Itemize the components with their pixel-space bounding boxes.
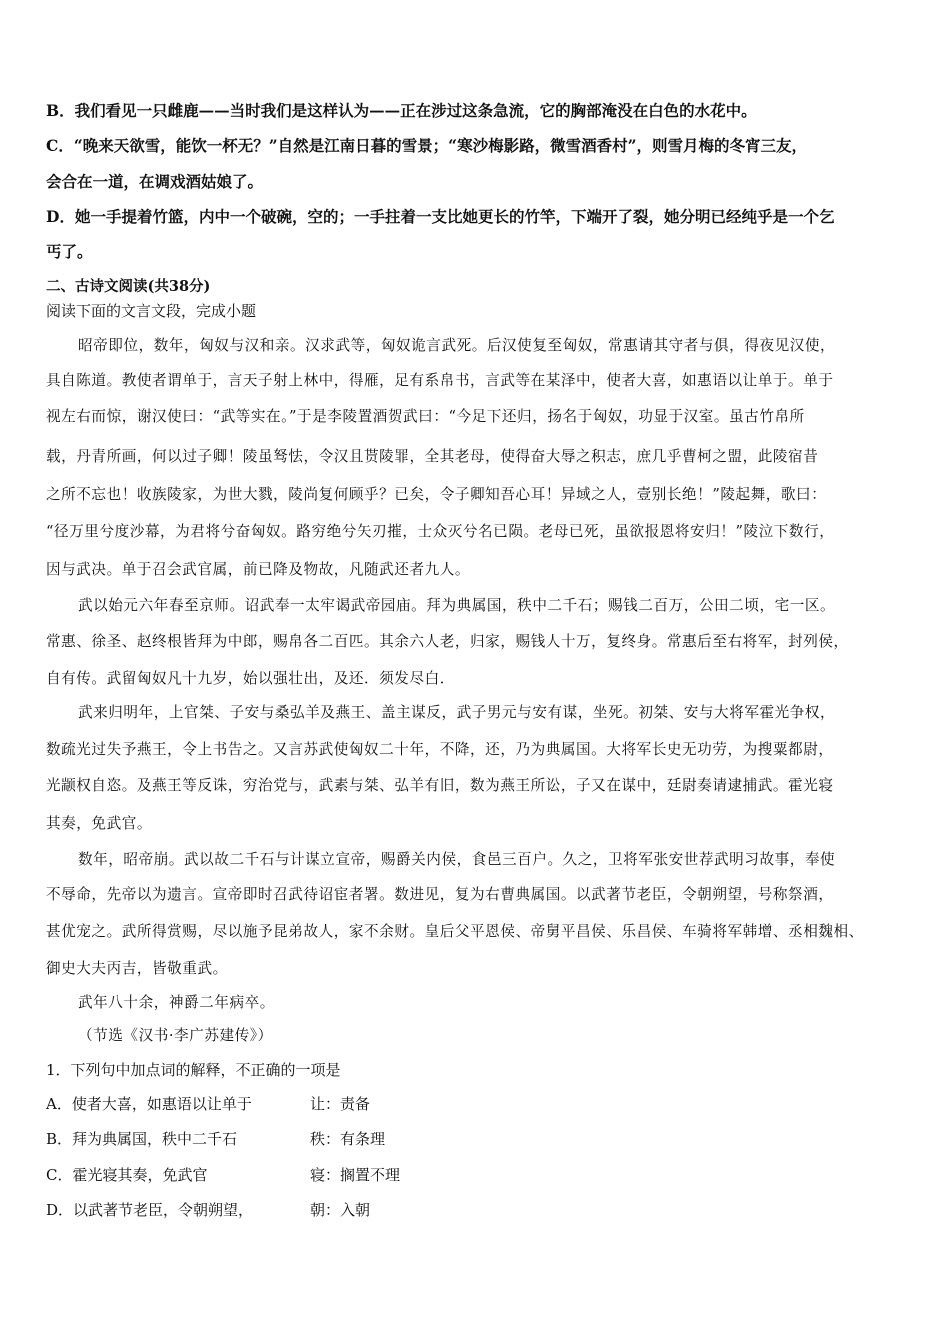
question-stem: 1．下列句中加点词的解释，不正确的一项是 [46, 1061, 341, 1079]
choice-a[interactable] [46, 1094, 371, 1114]
passage-line: 数年，昭帝崩。武以故二千石与计谋立宣帝，赐爵关内侯，食邑三百户。久之，卫将军张安世荐武明习故事，奉使 [78, 851, 836, 868]
passage-line: 数疏光过失予燕王，令上书告之。又言苏武使匈奴二十年，不降，还，乃为典属国。大将军长史无功劳，为搜粟都尉， [46, 741, 834, 758]
passage-line: 武来归明年，上官桀、子安与桑弘羊及燕王、盖主谋反，武子男元与安有谋，坐死。初桀、安与大将军霍光争权， [78, 704, 836, 721]
choice-gloss: 让：责备 [310, 1095, 371, 1113]
choice-gloss: 秩：有条理 [310, 1130, 386, 1148]
passage-line: 自有传。武留匈奴凡十九岁，始以强壮出，及还．须发尽白． [46, 670, 455, 687]
section-title: 二、古诗文阅读(共38分) [46, 278, 211, 295]
passage-line: 视左右而惊，谢汉使曰：“武等实在。”于是李陵置酒贺武曰：“今足下还归，扬名于匈奴，功显于汉室。虽古竹帛所 [46, 408, 805, 425]
choice-b[interactable] [46, 1129, 386, 1149]
option-c-prev-line2: 会合在一道，在调戏酒姑娘了。 [46, 172, 264, 191]
choice-gloss: 寝：搁置不理 [310, 1166, 401, 1184]
choice-sentence: C．霍光寝其奏，免武官 [46, 1166, 208, 1184]
choice-d[interactable] [46, 1200, 371, 1220]
passage-line: 甚优宠之。武所得赏赐，尽以施予昆弟故人，家不余财。皇后父平恩侯、帝舅平昌侯、乐昌侯、车骑将军韩增、丞相魏相、 [46, 923, 864, 940]
option-c-prev-line1: C．“晚来天欲雪，能饮一杯无？”自然是江南日暮的雪景；“寒沙梅影路，微雪酒香村”，则雪月梅的冬宵三友， [46, 136, 808, 155]
choice-sentence: D．以武著节老臣，令朝朔望， [46, 1201, 254, 1219]
passage-line: 昭帝即位，数年，匈奴与汉和亲。汉求武等，匈奴诡言武死。后汉使复至匈奴，常惠请其守者与俱，得夜见汉使， [78, 337, 836, 354]
passage-line: 载，丹青所画，何以过子卿！陵虽驽怯，令汉且贳陵罪，全其老母，使得奋大辱之积志，庶几乎曹柯之盟，此陵宿昔 [46, 448, 819, 465]
option-b-prev: B．我们看见一只雌鹿——当时我们是这样认为——正在涉过这条急流，它的胸部淹没在白色的水花中。 [46, 101, 757, 120]
passage-source: （节选《汉书·李广苏建传》） [78, 1027, 273, 1044]
passage-line: “径万里兮度沙幕，为君将兮奋匈奴。路穷绝兮矢刃摧，士众灭兮名已陨。老母已死，虽欲报恩将安归！”陵泣下数行， [46, 523, 835, 540]
passage-line: 光颛权自恣。及燕王等反诛，穷治党与，武素与桀、弘羊有旧，数为燕王所讼，子又在谋中，廷尉奏请逮捕武。霍光寝 [46, 777, 834, 794]
option-d-prev-line2: 丐了。 [46, 242, 93, 261]
passage-line: 常惠、徐圣、赵终根皆拜为中郎，赐帛各二百匹。其余六人老，归家，赐钱人十万，复终身。常惠后至右将军，封列侯， [46, 633, 849, 650]
passage-line: 武以始元六年春至京师。诏武奉一太牢谒武帝园庙。拜为典属国，秩中二千石；赐钱二百万，公田二顷，宅一区。 [78, 597, 836, 614]
passage-line: 武年八十余，神爵二年病卒。 [78, 994, 275, 1011]
passage-line: 其奏，免武官。 [46, 815, 153, 832]
choice-gloss: 朝：入朝 [310, 1201, 371, 1219]
passage-line: 具自陈道。教使者谓单于，言天子射上林中，得雁，足有系帛书，言武等在某泽中，使者大喜，如惠语以让单于。单于 [46, 372, 834, 389]
choice-c[interactable] [46, 1165, 401, 1185]
passage-line: 御史大夫丙吉，皆敬重武。 [46, 960, 228, 977]
option-d-prev-line1: D．她一手提着竹篮，内中一个破碗，空的；一手拄着一支比她更长的竹竿，下端开了裂，她分明已经纯乎是一个乞 [46, 207, 835, 226]
passage-line: 不辱命，先帝以为遗言。宣帝即时召武待诏宦者署。数进见，复为右曹典属国。以武著节老臣，令朝朔望，号称祭酒， [46, 886, 834, 903]
section-instruction: 阅读下面的文言文段，完成小题 [46, 302, 257, 320]
choice-sentence: A．使者大喜，如惠语以让单于 [46, 1095, 252, 1113]
choice-sentence: B．拜为典属国，秩中二千石 [46, 1130, 238, 1148]
passage-line: 之所不忘也！收族陵家，为世大戮，陵尚复何顾乎？已矣，令子卿知吾心耳！异域之人，壹别长绝！”陵起舞，歌曰： [46, 486, 827, 503]
passage-line: 因与武决。单于召会武官属，前已降及物故，凡随武还者九人。 [46, 561, 471, 578]
